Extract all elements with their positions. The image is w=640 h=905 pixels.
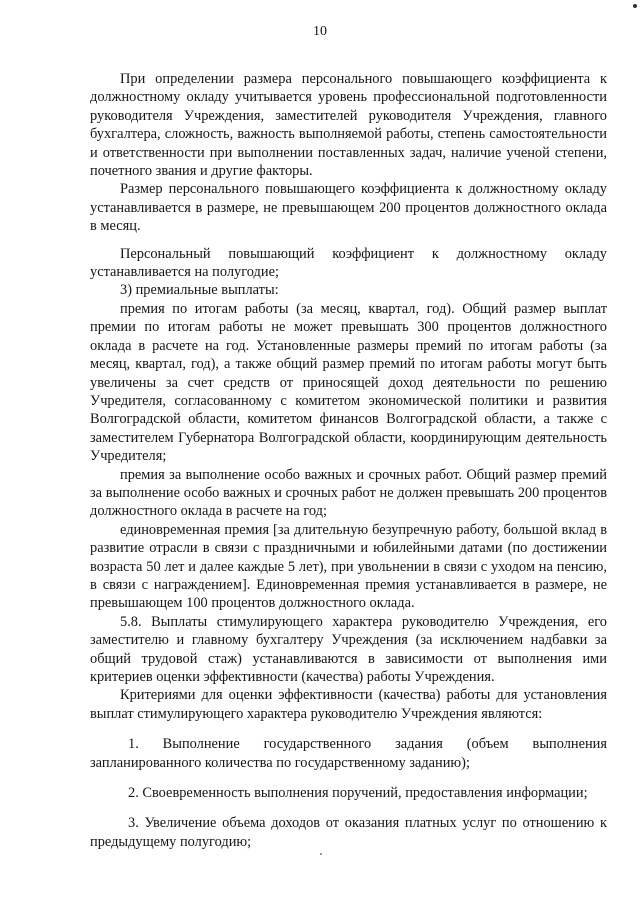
criteria-item-2: 2. Своевременность выполнения поручений, предоставления информации;	[128, 785, 588, 802]
document-body	[90, 70, 607, 851]
paragraph-section-5-8: 5.8. Выплаты стимулирующего характера руководителю Учреждения, его заместителю и главному бухгалтеру Учреждения (за исключением надбавки за общий трудовой стаж) устанавливаются в зависимости от выполнения ими критериев оценки эффективности (качества) работы Учреждения.	[90, 613, 607, 685]
paragraph-bonus-onetime: единовременная премия [за длительную безупречную работу, большой вклад в развитие отрасли в связи с праздничными и юбилейными датами (по достижении возраста 50 лет и далее каждые 5 лет), при увольнении в связи с уходом на пенсию, в связи с награждением]. Единовременная премия устанавливается в размере, не превышающем 100 процентов должностного оклада.	[90, 521, 607, 612]
paragraph-coefficient-factors: При определении размера персонального повышающего коэффициента к должностному окладу учитывается уровень профессиональной подготовленности руководителя Учреждения, заместителей руководителя Учреждения, главного бухгалтера, сложность, важность выполняемой работы, степень самостоятельности и ответственности при выполнении поставленных задач, наличие ученой степени, почетного звания и другие факторы.	[90, 71, 607, 180]
criteria-item-3: 3. Увеличение объема доходов от оказания платных услуг по отношению к предыдущему полугодию;	[90, 815, 607, 850]
paragraph-coefficient-size: Размер персонального повышающего коэффициента к должностному окладу устанавливается в размере, не превышающем 200 процентов должностного оклада в месяц.	[90, 181, 607, 235]
paragraph-bonus-urgent: премия за выполнение особо важных и срочных работ. Общий размер премий за выполнение особо важных и срочных работ не должен превышать 200 процентов должностного оклада в расчете на год;	[90, 466, 607, 520]
paragraph-bonus-heading: 3) премиальные выплаты:	[120, 282, 279, 299]
paragraph-coefficient-period: Персональный повышающий коэффициент к должностному окладу устанавливается на полугодие;	[90, 245, 607, 281]
paragraph-criteria-intro: Критериями для оценки эффективности (качества) работы для установления выплат стимулирующего характера руководителю Учреждения являются:	[90, 687, 607, 722]
paragraph-bonus-results: премия по итогам работы (за месяц, квартал, год). Общий размер выплат премии по итогам работы не может превышать 300 процентов должностного оклада в расчете на год. Установленные размеры премий по итогам работы (за месяц, квартал, год), а также общий размер премий по итогам работы могут быть увеличены за счет средств от приносящей доход деятельности по решению Учредителя, согласованному с комитетом экономической политики и развития Волгоградской области, комитетом финансов Волгоградской области, а также с заместителем Губернатора Волгоградской области, координирующим деятельность Учредителя;	[90, 300, 607, 465]
page-number: 10	[313, 24, 327, 39]
scan-mark	[633, 4, 637, 8]
criteria-item-1: 1. Выполнение государственного задания (объем выполнения запланированного количества по государственному заданию);	[90, 736, 607, 771]
scan-speck	[320, 853, 322, 855]
